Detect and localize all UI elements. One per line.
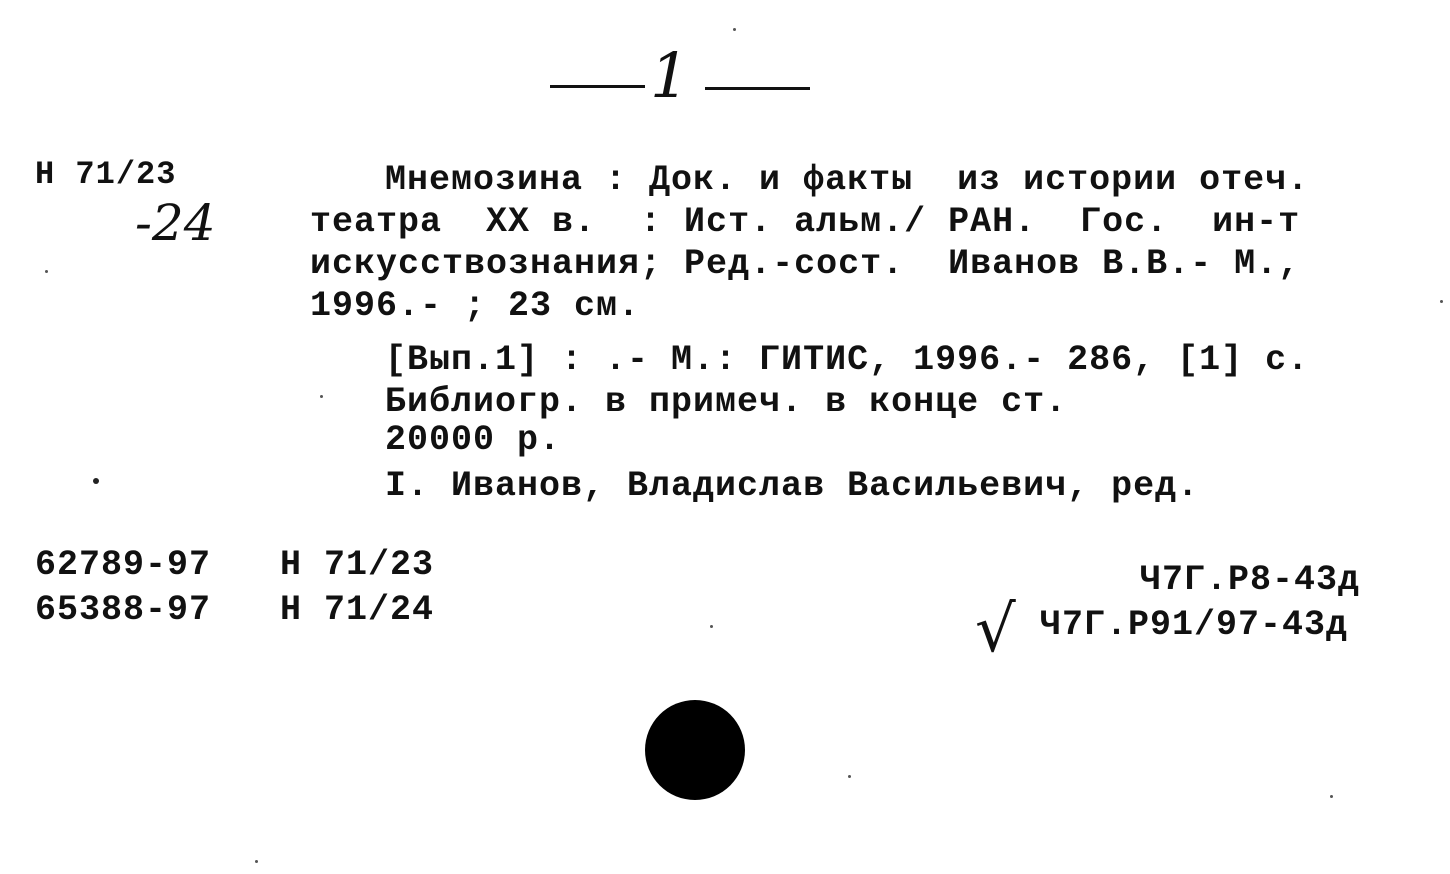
classification-code: Ч7Г.Р8-43д: [1140, 560, 1361, 600]
scan-speck: [710, 625, 713, 628]
shelfmark: Н 71/23: [35, 156, 177, 193]
scan-speck: [1440, 300, 1443, 303]
scan-speck: [45, 270, 48, 273]
scan-speck: [320, 395, 323, 398]
punch-hole: [645, 700, 745, 800]
card-number: 1: [650, 39, 690, 112]
added-entry: I. Иванов, Владислав Васильевич, ред.: [385, 466, 1200, 506]
inventory-number: 62789-97: [35, 545, 212, 585]
scan-speck: [1330, 795, 1333, 798]
price: 20000 р.: [385, 420, 562, 460]
scan-speck: [93, 478, 99, 484]
check-mark: √: [975, 593, 1016, 667]
inventory-shelf: Н 71/23: [280, 545, 435, 585]
description-line-4: 1996.- ; 23 см.: [310, 286, 641, 326]
classification-code: Ч7Г.Р91/97-43д: [1040, 605, 1349, 645]
inventory-shelf: Н 71/24: [280, 590, 435, 630]
issue-line: [Вып.1] : .- М.: ГИТИС, 1996.- 286, [1] с.: [385, 340, 1310, 380]
scan-speck: [733, 28, 736, 31]
scan-speck: [848, 775, 851, 778]
description-line-1: Мнемозина : Док. и факты из истории отеч.: [385, 160, 1310, 200]
description-line-3: искусствознания; Ред.-сост. Иванов В.В.- М.,: [310, 244, 1301, 284]
card-number-dash-left: [550, 85, 645, 88]
description-line-2: театра XX в. : Ист. альм./ РАН. Гос. ин-т: [310, 202, 1301, 242]
bibliography-note: Библиогр. в примеч. в конце ст.: [385, 382, 1068, 422]
inventory-number: 65388-97: [35, 590, 212, 630]
shelfmark-handwritten: -24: [135, 194, 216, 252]
card-number-dash-right: [705, 87, 810, 90]
scan-speck: [255, 860, 258, 863]
